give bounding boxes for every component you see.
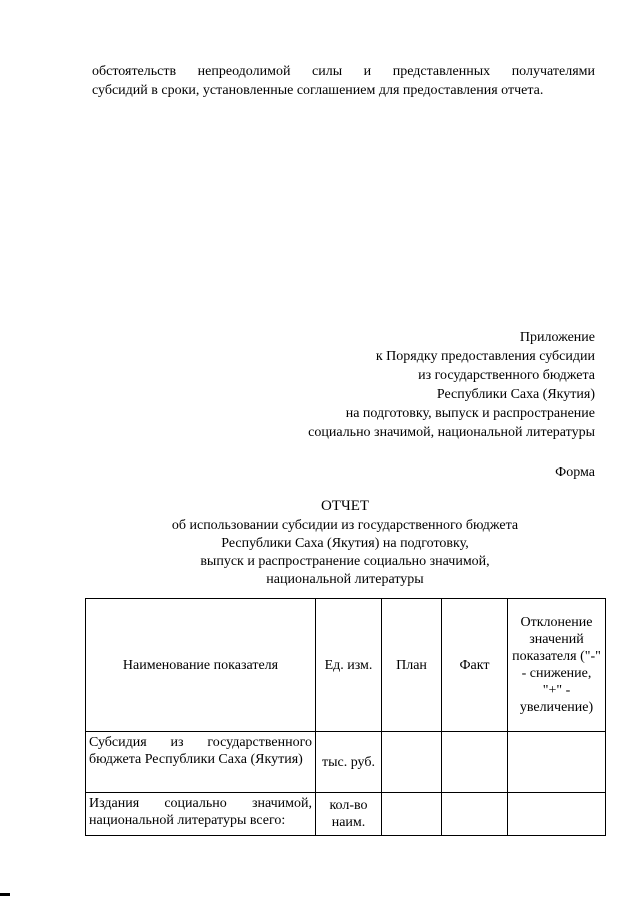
appendix-line-1: Приложение (519, 330, 595, 345)
header-fact: Факт (442, 599, 508, 732)
appendix-line-3: из государственного бюджета (418, 368, 595, 383)
row-fact (442, 732, 508, 793)
intro-paragraph (92, 62, 595, 100)
report-table (85, 598, 606, 836)
row-name: Издания социально значимой, национальной литературы всего: (86, 793, 316, 836)
report-title-block (85, 497, 605, 589)
report-subtitle-line-3: выпуск и распространение социально значимой, (200, 554, 490, 569)
appendix-line-2: к Порядку предоставления субсидии (375, 349, 595, 364)
report-title: ОТЧЕТ (320, 498, 370, 514)
appendix-line-4: Республики Саха (Якутия) (436, 387, 595, 402)
appendix-block (308, 328, 595, 442)
header-name: Наименование показателя (86, 599, 316, 732)
report-subtitle-line-4: национальной литературы (266, 572, 424, 587)
appendix-line-6: социально значимой, национальной литературы (308, 425, 595, 440)
intro-line-1: обстоятельств непреодолимой силы и представленных получателями (92, 64, 595, 79)
report-subtitle-line-1: об использовании субсидии из государственного бюджета (171, 518, 519, 533)
table-row (86, 732, 606, 793)
row-unit: кол-во наим. (316, 793, 382, 836)
form-label: Форма (555, 465, 595, 480)
row-plan (382, 793, 442, 836)
header-plan: План (382, 599, 442, 732)
page-edge-mark (0, 893, 10, 896)
row-plan (382, 732, 442, 793)
appendix-line-5: на подготовку, выпуск и распространение (345, 406, 595, 421)
row-name: Субсидия из государственного бюджета Республики Саха (Якутия) (86, 732, 316, 793)
table-header-row (86, 599, 606, 732)
intro-line-2: субсидий в сроки, установленные соглашением для предоставления отчета. (92, 83, 544, 98)
row-fact (442, 793, 508, 836)
report-subtitle-line-2: Республики Саха (Якутия) на подготовку, (221, 536, 469, 551)
row-unit: тыс. руб. (316, 732, 382, 793)
row-deviation (508, 732, 606, 793)
header-unit: Ед. изм. (316, 599, 382, 732)
header-deviation: Отклонение значений показателя ("-" - снижение, "+" - увеличение) (508, 599, 606, 732)
row-deviation (508, 793, 606, 836)
table-row (86, 793, 606, 836)
